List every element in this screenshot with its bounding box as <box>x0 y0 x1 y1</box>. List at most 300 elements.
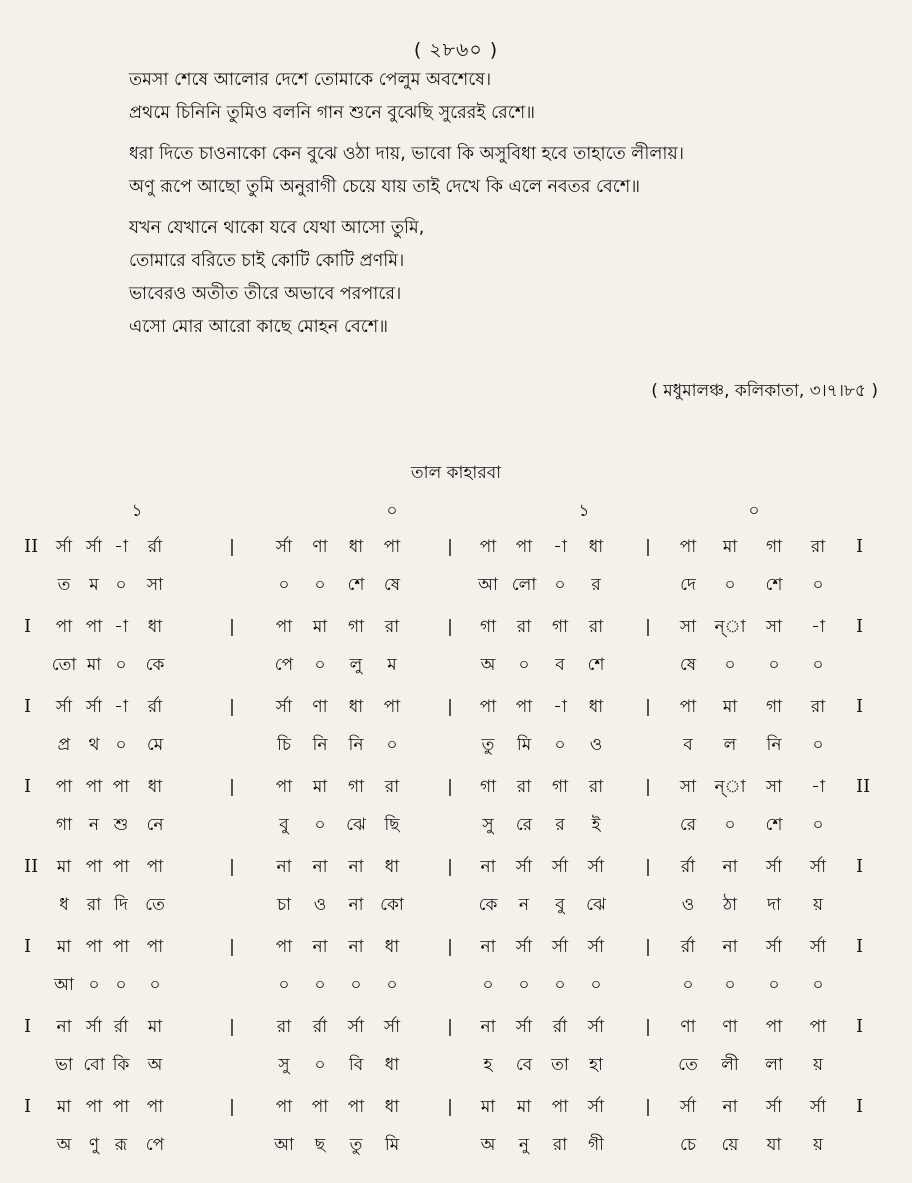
swara-note: ণা <box>722 1017 738 1037</box>
bar-divider: | <box>645 937 651 957</box>
syllable: রে <box>515 815 533 835</box>
beat-marker: ০ <box>748 501 760 521</box>
syllable: কে <box>478 895 498 915</box>
syllable: ০ <box>724 575 736 595</box>
syllable: ০ <box>350 975 362 995</box>
swara-note: পা <box>679 697 697 717</box>
swara-note: ধা <box>588 697 604 717</box>
syllable: ০ <box>812 735 824 755</box>
swara-note: রা <box>516 617 532 637</box>
swara-note: ধা <box>384 1097 400 1117</box>
swara-note: মা <box>312 617 328 637</box>
swara-note: না <box>480 937 496 957</box>
swara-note: ণা <box>312 697 328 717</box>
bar-divider: | <box>447 1017 453 1037</box>
syllable: ও <box>313 895 327 915</box>
syllable: ০ <box>115 655 127 675</box>
bar-marker-start: II <box>24 536 39 557</box>
syllable: নি <box>766 735 782 755</box>
swara-note: পা <box>85 857 103 877</box>
swara-note: -া <box>114 697 128 717</box>
lyric-line: অণু রূপে আছো তুমি অনুরাগী চেয়ে যায় তাই দেখে কি এলে নবতর বেশে॥ <box>129 177 641 197</box>
lyric-line: এসো মোর আরো কাছে মোহন বেশে॥ <box>129 317 389 337</box>
swara-note: পা <box>85 937 103 957</box>
syllable: ঠা <box>722 895 738 915</box>
swara-note: না <box>56 1017 72 1037</box>
syllable: ছি <box>384 815 400 835</box>
swara-note: ন্া <box>714 777 746 797</box>
swara-note: না <box>348 937 364 957</box>
syllable-row <box>0 570 912 612</box>
swara-note: পা <box>85 617 103 637</box>
syllable: চে <box>679 1135 697 1155</box>
swara-note: র্রা <box>113 1017 129 1037</box>
syllable: ০ <box>812 575 824 595</box>
bar-marker-start: II <box>24 856 39 877</box>
syllable: ০ <box>590 975 602 995</box>
syllable: ভা <box>55 1055 73 1075</box>
syllable: পে <box>145 1135 165 1155</box>
bar-marker-end: II <box>856 776 871 797</box>
syllable: শু <box>113 815 129 835</box>
swara-note: পা <box>515 697 533 717</box>
syllable: গী <box>587 1135 605 1155</box>
swara-note: পা <box>55 777 73 797</box>
swara-note: মা <box>56 857 72 877</box>
syllable: দা <box>767 895 781 915</box>
swara-note: মা <box>722 537 738 557</box>
swara-note: রা <box>810 697 826 717</box>
swara-note: পা <box>479 697 497 717</box>
bar-divider: | <box>229 537 235 557</box>
syllable: শে <box>765 815 783 835</box>
syllable: সু <box>482 815 494 835</box>
bar-divider: | <box>447 617 453 637</box>
syllable: য় <box>812 895 824 915</box>
lyric-line: ভাবেরও অতীত তীরে অভাবে পরপারে। <box>129 284 402 304</box>
swara-note: পা <box>85 1097 103 1117</box>
syllable: সা <box>146 575 164 595</box>
swara-note: রা <box>810 537 826 557</box>
syllable: তে <box>678 1055 698 1075</box>
swara-note: মা <box>147 1017 163 1037</box>
bar-marker-end: I <box>856 856 864 877</box>
syllable: অ <box>56 1135 72 1155</box>
syllable: ০ <box>314 1055 326 1075</box>
swara-note: র্সা <box>587 937 605 957</box>
swara-note: র্রা <box>147 697 163 717</box>
swara-note: পা <box>146 1097 164 1117</box>
syllable: লো <box>511 575 537 595</box>
bar-divider: | <box>645 1097 651 1117</box>
swara-note: ধা <box>588 537 604 557</box>
swara-note: পা <box>515 537 533 557</box>
syllable: ০ <box>768 655 780 675</box>
swara-note: র্সা <box>515 857 533 877</box>
swara-row <box>0 932 912 970</box>
swara-note: না <box>722 937 738 957</box>
syllable-row <box>0 730 912 772</box>
swara-note: না <box>722 1097 738 1117</box>
syllable: লা <box>765 1055 783 1075</box>
swara-note: র্সা <box>85 1017 103 1037</box>
syllable-row <box>0 810 912 852</box>
syllable: ধা <box>384 1055 400 1075</box>
syllable: ০ <box>724 815 736 835</box>
syllable: রে <box>679 815 697 835</box>
syllable: না <box>348 895 364 915</box>
swara-note: -া <box>114 537 128 557</box>
syllable: গা <box>55 815 73 835</box>
syllable: ০ <box>386 735 398 755</box>
syllable: ও <box>589 735 603 755</box>
syllable: য় <box>812 1055 824 1075</box>
swara-note: গা <box>765 697 783 717</box>
syllable: হা <box>589 1055 603 1075</box>
swara-note: -া <box>811 777 825 797</box>
bar-divider: | <box>447 537 453 557</box>
swara-note: র্সা <box>55 537 73 557</box>
syllable: থ <box>88 735 100 755</box>
swara-note: না <box>722 857 738 877</box>
syllable: ০ <box>278 575 290 595</box>
swara-note: রা <box>384 617 400 637</box>
syllable: ই <box>591 815 601 835</box>
swara-note: র্সা <box>275 537 293 557</box>
swara-note: র্সা <box>383 1017 401 1037</box>
swara-note: পা <box>112 1097 130 1117</box>
syllable: চি <box>276 735 292 755</box>
syllable: ব <box>683 735 693 755</box>
syllable: রা <box>552 1135 568 1155</box>
swara-note: পা <box>55 617 73 637</box>
swara-note: -া <box>114 617 128 637</box>
attribution: ( মধুমালঞ্চ, কলিকাতা, ৩।৭।৮৫ ) <box>651 381 878 401</box>
syllable: তো <box>51 655 77 675</box>
syllable: ০ <box>314 975 326 995</box>
syllable: শে <box>765 575 783 595</box>
syllable: দি <box>114 895 128 915</box>
swara-note: মা <box>480 1097 496 1117</box>
swara-note: না <box>312 857 328 877</box>
syllable: তু <box>481 735 495 755</box>
swara-note: মা <box>312 777 328 797</box>
swara-row <box>0 1092 912 1130</box>
swara-note: র্সা <box>809 1097 827 1117</box>
swara-note: পা <box>85 777 103 797</box>
syllable: ০ <box>554 575 566 595</box>
syllable: নি <box>348 735 364 755</box>
swara-note: র্সা <box>347 1017 365 1037</box>
swara-note: ধা <box>348 537 364 557</box>
swara-row <box>0 532 912 570</box>
syllable: ন <box>518 895 530 915</box>
syllable: রূ <box>114 1135 128 1155</box>
syllable-row <box>0 970 912 1012</box>
swara-note: ধা <box>348 697 364 717</box>
swara-row <box>0 772 912 810</box>
syllable: ০ <box>482 975 494 995</box>
swara-note: র্সা <box>587 857 605 877</box>
syllable: ০ <box>812 815 824 835</box>
syllable: মি <box>516 735 532 755</box>
swara-note: মা <box>56 937 72 957</box>
syllable: ০ <box>724 975 736 995</box>
swara-note: সা <box>679 777 697 797</box>
beat-marker: ১ <box>131 501 143 521</box>
syllable: ০ <box>518 975 530 995</box>
syllable: ০ <box>386 975 398 995</box>
swara-note: ধা <box>384 857 400 877</box>
syllable: ০ <box>812 975 824 995</box>
bar-marker-start: I <box>24 1096 32 1117</box>
syllable: ষে <box>679 655 697 675</box>
bar-marker-end: I <box>856 536 864 557</box>
syllable: ত <box>57 575 71 595</box>
swara-note: পা <box>146 937 164 957</box>
swara-note: র্সা <box>515 1017 533 1037</box>
swara-note: ধা <box>147 777 163 797</box>
bar-divider: | <box>447 937 453 957</box>
syllable: নি <box>312 735 328 755</box>
swara-note: র্সা <box>515 937 533 957</box>
syllable: শে <box>347 575 365 595</box>
swara-note: সা <box>679 617 697 637</box>
swara-note: র্সা <box>679 1097 697 1117</box>
bar-divider: | <box>645 537 651 557</box>
bar-divider: | <box>229 1097 235 1117</box>
swara-note: র্রা <box>147 537 163 557</box>
lyric-line: তোমারে বরিতে চাই কোটি কোটি প্রণমি। <box>129 251 405 271</box>
swara-note: পা <box>809 1017 827 1037</box>
swara-note: র্সা <box>765 857 783 877</box>
bar-divider: | <box>229 777 235 797</box>
bar-marker-end: I <box>856 1096 864 1117</box>
swara-note: পা <box>112 777 130 797</box>
syllable: র <box>555 815 565 835</box>
syllable: লী <box>721 1055 739 1075</box>
bar-marker-start: I <box>24 776 32 797</box>
syllable: ০ <box>115 975 127 995</box>
syllable: ঝে <box>346 815 366 835</box>
swara-row <box>0 692 912 730</box>
swara-note: পা <box>112 857 130 877</box>
syllable: ০ <box>554 735 566 755</box>
syllable: শে <box>587 655 605 675</box>
syllable: ০ <box>314 575 326 595</box>
bar-divider: | <box>645 617 651 637</box>
swara-row <box>0 852 912 890</box>
syllable: আ <box>478 575 498 595</box>
syllable: ০ <box>88 975 100 995</box>
swara-note: গা <box>551 777 569 797</box>
notation-table <box>0 532 912 1172</box>
syllable: যা <box>766 1135 782 1155</box>
stanza-gap <box>129 204 899 212</box>
swara-note: গা <box>479 617 497 637</box>
syllable: ণু <box>88 1135 100 1155</box>
bar-divider: | <box>229 937 235 957</box>
stanza-gap <box>129 130 899 138</box>
lyric-line: প্রথমে চিনিনি তুমিও বলনি গান শুনে বুঝেছি সুরেরই রেশে॥ <box>129 103 536 123</box>
bar-divider: | <box>229 857 235 877</box>
swara-note: পা <box>383 537 401 557</box>
swara-note: পা <box>311 1097 329 1117</box>
syllable: ০ <box>314 655 326 675</box>
syllable: মে <box>146 735 164 755</box>
taal-title: তাল কাহারবা <box>410 463 502 483</box>
swara-note: পা <box>112 937 130 957</box>
syllable: বো <box>83 1055 105 1075</box>
bar-marker-end: I <box>856 936 864 957</box>
swara-note: ধা <box>147 617 163 637</box>
swara-note: র্সা <box>551 857 569 877</box>
swara-note: রা <box>276 1017 292 1037</box>
syllable: কি <box>112 1055 130 1075</box>
syllable: নে <box>146 815 164 835</box>
swara-note: মা <box>722 697 738 717</box>
bar-marker-start: I <box>24 936 32 957</box>
swara-note: র্সা <box>765 1097 783 1117</box>
syllable: হ <box>483 1055 493 1075</box>
swara-note: রা <box>588 777 604 797</box>
syllable-row <box>0 1050 912 1092</box>
swara-note: ন্া <box>714 617 746 637</box>
swara-note: সা <box>765 617 783 637</box>
swara-note: রা <box>384 777 400 797</box>
beat-marker: ১ <box>578 501 590 521</box>
bar-divider: | <box>229 1017 235 1037</box>
syllable: ০ <box>314 815 326 835</box>
syllable: ঝে <box>586 895 606 915</box>
swara-note: র্রা <box>680 857 696 877</box>
syllable: ধ <box>59 895 69 915</box>
swara-note: -া <box>553 537 567 557</box>
syllable: ম <box>89 575 99 595</box>
syllable-row <box>0 650 912 692</box>
syllable: অ <box>480 655 496 675</box>
syllable: তে <box>145 895 165 915</box>
bar-marker-start: I <box>24 1016 32 1037</box>
bar-divider: | <box>645 697 651 717</box>
swara-note: র্রা <box>552 1017 568 1037</box>
swara-note: না <box>312 937 328 957</box>
syllable: অ <box>147 1055 163 1075</box>
syllable: বু <box>555 895 565 915</box>
syllable: সু <box>278 1055 290 1075</box>
syllable: ০ <box>278 975 290 995</box>
syllable: ০ <box>115 735 127 755</box>
lyric-line: ধরা দিতে চাওনাকো কেন বুঝে ওঠা দায়, ভাবো কি অসুবিধা হবে তাহাতে লীলায়। <box>129 144 685 164</box>
syllable: ০ <box>812 655 824 675</box>
bar-divider: | <box>447 697 453 717</box>
swara-note: র্সা <box>765 937 783 957</box>
syllable: ০ <box>149 975 161 995</box>
swara-note: পা <box>347 1097 365 1117</box>
swara-note: র্সা <box>809 937 827 957</box>
swara-note: না <box>480 1017 496 1037</box>
song-lyrics <box>129 64 899 344</box>
syllable: তু <box>349 1135 363 1155</box>
syllable: দে <box>680 575 696 595</box>
swara-note: গা <box>347 777 365 797</box>
bar-marker-start: I <box>24 616 32 637</box>
syllable-row <box>0 890 912 932</box>
swara-note: মা <box>56 1097 72 1117</box>
syllable: ০ <box>554 975 566 995</box>
swara-note: পা <box>551 1097 569 1117</box>
lyric-line: যখন যেখানে থাকো যবে যেথা আসো তুমি, <box>129 218 425 238</box>
syllable: প্র <box>57 735 71 755</box>
swara-note: পা <box>383 697 401 717</box>
bar-divider: | <box>229 697 235 717</box>
syllable: আ <box>274 1135 294 1155</box>
syllable: লু <box>349 655 363 675</box>
syllable: মি <box>384 1135 400 1155</box>
syllable: ন <box>88 815 100 835</box>
swara-note: পা <box>146 857 164 877</box>
swara-row <box>0 612 912 650</box>
beat-marker: ০ <box>386 501 398 521</box>
swara-note: পা <box>765 1017 783 1037</box>
swara-note: -া <box>553 697 567 717</box>
bar-divider: | <box>447 1097 453 1117</box>
bar-marker-end: I <box>856 696 864 717</box>
swara-note: পা <box>275 777 293 797</box>
syllable: বে <box>515 1055 533 1075</box>
syllable: ষে <box>383 575 401 595</box>
swara-note: ণা <box>680 1017 696 1037</box>
syllable: চা <box>276 895 292 915</box>
syllable: কো <box>380 895 404 915</box>
syllable: ০ <box>518 655 530 675</box>
swara-note: র্সা <box>587 1097 605 1117</box>
syllable: পে <box>274 655 294 675</box>
syllable: ও <box>681 895 695 915</box>
page-number: ( ২৮৬০ ) <box>413 39 499 61</box>
lyric-line: তমসা শেষে আলোর দেশে তোমাকে পেলুম অবশেষে। <box>129 70 492 90</box>
syllable: বি <box>348 1055 364 1075</box>
syllable: কে <box>145 655 165 675</box>
swara-note: রা <box>516 777 532 797</box>
swara-note: পা <box>275 1097 293 1117</box>
swara-note: ধা <box>384 937 400 957</box>
swara-note: র্সা <box>587 1017 605 1037</box>
syllable: ০ <box>682 975 694 995</box>
bar-divider: | <box>447 777 453 797</box>
syllable: ছ <box>314 1135 326 1155</box>
swara-note: পা <box>275 937 293 957</box>
swara-note: গা <box>765 537 783 557</box>
swara-note: না <box>348 857 364 877</box>
bar-divider: | <box>447 857 453 877</box>
beat-markers <box>0 498 912 522</box>
syllable: য় <box>812 1135 824 1155</box>
swara-note: গা <box>347 617 365 637</box>
swara-note: র্সা <box>809 857 827 877</box>
swara-note: র্সা <box>275 697 293 717</box>
swara-row <box>0 1012 912 1050</box>
syllable: মা <box>86 655 102 675</box>
swara-note: -া <box>811 617 825 637</box>
swara-note: গা <box>479 777 497 797</box>
syllable: বু <box>279 815 289 835</box>
syllable: রা <box>86 895 102 915</box>
swara-note: র্সা <box>85 697 103 717</box>
swara-note: পা <box>679 537 697 557</box>
syllable: অ <box>480 1135 496 1155</box>
swara-note: র্সা <box>551 937 569 957</box>
